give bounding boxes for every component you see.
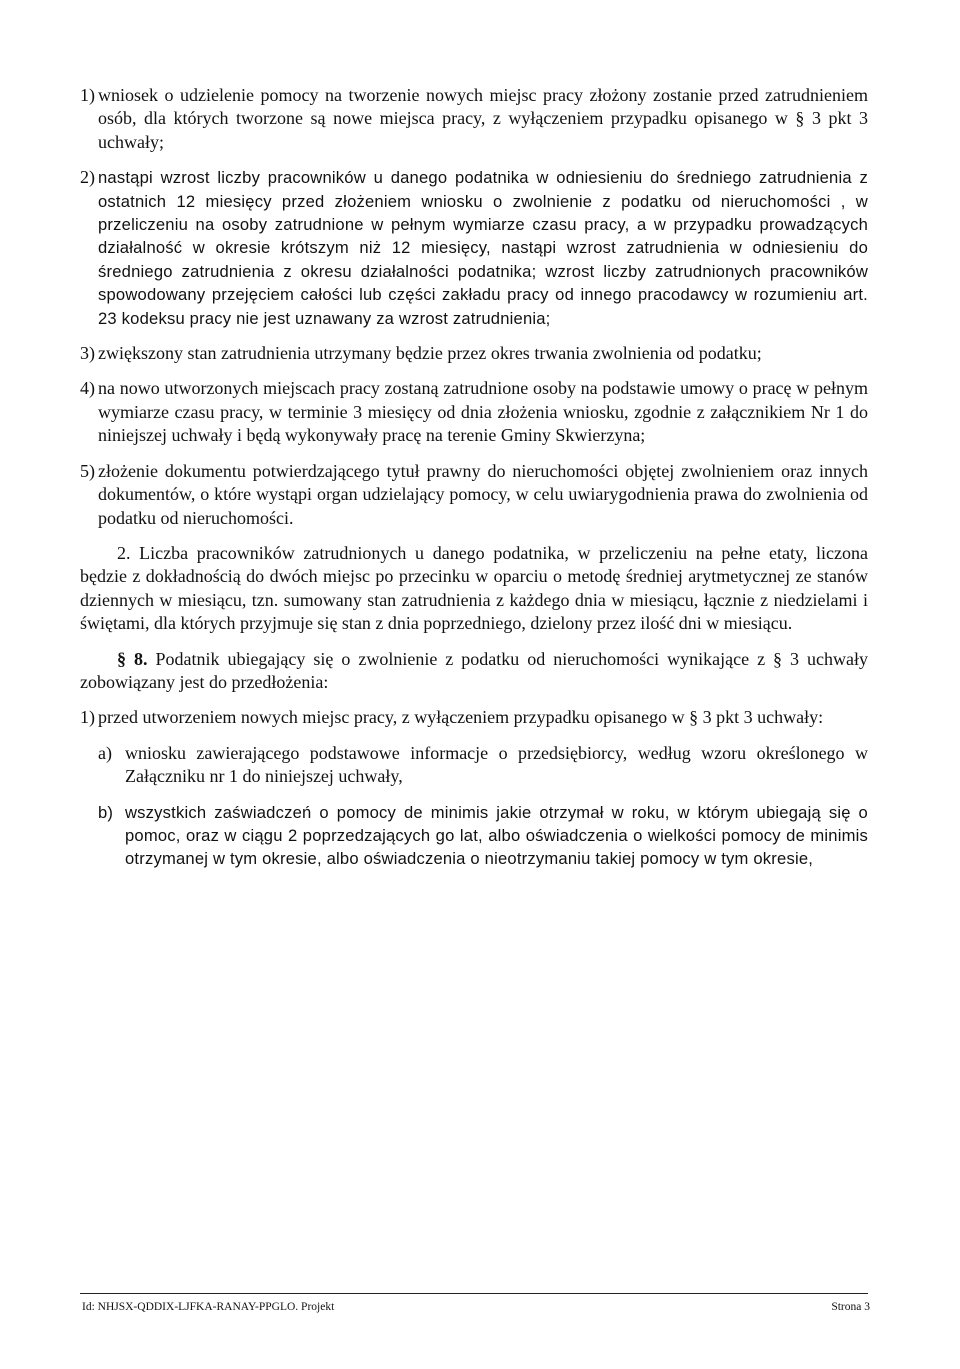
footer-page-number: Strona 3 bbox=[831, 1301, 870, 1313]
list-item-3 bbox=[80, 342, 868, 365]
list-item-text: wniosek o udzielenie pomocy na tworzenie nowych miejsc pracy złożony zostanie przed zatrudnieniem osób, dla których tworzone są nowe miejsca pracy, z wyłączeniem przypadku opisanego w § 3 pkt 3 uchwały; bbox=[98, 85, 868, 152]
sub-item-letter: a) bbox=[98, 742, 112, 763]
list-item-number: 1) bbox=[80, 85, 95, 105]
sub-item-text: wszystkich zaświadczeń o pomocy de minimis jakie otrzymał w roku, w którym ubiegają się o pomoc, oraz w ciągu 2 poprzedzających go lat, albo oświadczenia o wielkości pomocy de minimis otrzymanej w tym okresie, albo oświadczenia o nieotrzymaniu takiej pomocy w tym okresie, bbox=[125, 802, 868, 869]
list-item-number: 5) bbox=[80, 460, 95, 481]
document-body bbox=[80, 84, 868, 883]
list-item-text: złożenie dokumentu potwierdzającego tytuł prawny do nieruchomości objętej zwolnieniem oraz innych dokumentów, o które wystąpi organ udzielający pomocy, w celu uwiarygodnienia prawa do zwolnienia od podatku od nieruchomości. bbox=[98, 460, 868, 528]
list-item-number: 3) bbox=[80, 343, 95, 364]
list-item-text: przed utworzeniem nowych miejsc pracy, z wyłączeniem przypadku opisanego w § 3 pkt 3 uchwały: bbox=[98, 707, 824, 728]
list-item-5 bbox=[80, 460, 868, 530]
list-item-b1 bbox=[80, 706, 868, 729]
list-item-text: nastąpi wzrost liczby pracowników u danego podatnika w odniesieniu do średniego zatrudnienia z ostatnich 12 miesięcy przed złożeniem wniosku o zwolnienie z podatku od nieruchomości , w przeliczeniu na osoby zatrudnione w pełnym wymiarze czasu pracy, a w przypadku prowadzących działalność w okresie krótszym niż 12 miesięcy, nastąpi wzrost zatrudnienia w odniesieniu do średniego zatrudnienia z okresu działalności podatnika; wzrost liczby zatrudnionych pracowników spowodowany przejęciem całości lub części zakładu pracy od innego pracodawcy w rozumieniu art. 23 kodeksu pracy nie jest uznawany za wzrost zatrudnienia; bbox=[98, 168, 868, 328]
list-item-1 bbox=[80, 84, 868, 154]
list-item-number: 4) bbox=[80, 378, 95, 399]
list-item-number: 2) bbox=[80, 167, 95, 188]
list-item-4 bbox=[80, 377, 868, 447]
sub-item-letter: b) bbox=[98, 802, 114, 822]
sub-item-text: wniosku zawierającego podstawowe informacje o przedsiębiorcy, według wzoru określonego w Załączniku nr 1 do niniejszej uchwały, bbox=[125, 742, 868, 787]
list-item-text: zwiększony stan zatrudnienia utrzymany będzie przez okres trwania zwolnienia od podatku; bbox=[98, 343, 762, 364]
footer-divider bbox=[80, 1293, 868, 1294]
sub-item-a bbox=[98, 742, 868, 789]
footer-document-id: Id: NHJSX-QDDIX-LJFKA-RANAY-PPGLO. Projekt bbox=[82, 1301, 335, 1313]
section-8-text: Podatnik ubiegający się o zwolnienie z podatku od nieruchomości wynikające z § 3 uchwały zobowiązany jest do przedłożenia: bbox=[80, 648, 868, 692]
section-8-heading: § 8. bbox=[117, 648, 148, 669]
paragraph-2: 2. Liczba pracowników zatrudnionych u danego podatnika, w przeliczeniu na pełne etaty, liczona będzie z dokładnością do dwóch miejsc po przecinku w oparciu o metodę średniej arytmetycznej ze stanów dziennych w miesiącu, tzn. sumowany stan zatrudnienia z każdego dnia w miesiącu, łącznie z niedzielami i świętami, dla których przyjmuje się stan z dnia poprzedniego, dzielony przez ilość dni w miesiącu. bbox=[80, 542, 868, 634]
sub-item-b bbox=[98, 801, 868, 871]
list-item-text: na nowo utworzonych miejscach pracy zostaną zatrudnione osoby na podstawie umowy o pracę w pełnym wymiarze czasu pracy, w terminie 3 miesięcy od dnia złożenia wniosku, zgodnie z załącznikiem Nr 1 do niniejszej uchwały i będą wykonywały pracę na terenie Gminy Skwierzyna; bbox=[98, 378, 868, 446]
list-item-number: 1) bbox=[80, 707, 95, 728]
paragraph-section-8 bbox=[80, 648, 868, 695]
list-item-2 bbox=[80, 166, 868, 330]
